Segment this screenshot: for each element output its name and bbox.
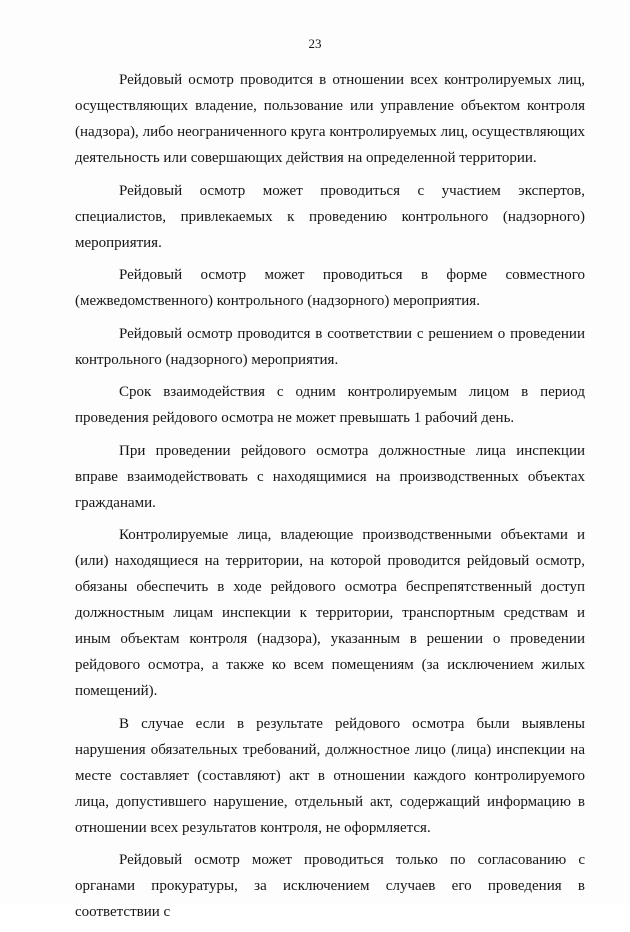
paragraph: Контролируемые лица, владеющие производственными объектами и (или) находящиеся на территории, на которой проводится рейдовый осмотр, обязаны обеспечить в ходе рейдового осмотра беспрепятственный доступ должностным лицам инспекции к территории, транспортным средствам и иным объектам контроля (надзора), указанным в решении о проведении рейдового осмотра, а также ко всем помещениям (за исключением жилых помещений). (75, 527, 585, 699)
page-number: 23 (308, 36, 322, 51)
paragraph: Рейдовый осмотр может проводиться с участием экспертов, специалистов, привлекаемых к проведению контрольного (надзорного) мероприятия. (75, 182, 585, 251)
paragraph: При проведении рейдового осмотра должностные лица инспекции вправе взаимодействовать с находящимися на производственных объектах гражданами. (75, 442, 585, 511)
document-body (75, 67, 585, 932)
paragraph: Рейдовый осмотр проводится в отношении всех контролируемых лиц, осуществляющих владение, пользование или управление объектом контроля (надзора), либо неограниченного круга контролируемых лиц, осуществляющих деятельность или совершающих действия на определенной территории. (75, 72, 585, 166)
paragraph: Рейдовый осмотр может проводиться в форме совместного (межведомственного) контрольного (надзорного) мероприятия. (75, 267, 585, 309)
paragraph: Рейдовый осмотр может проводиться только по согласованию с органами прокуратуры, за исключением случаев его проведения в соответствии с (75, 852, 585, 920)
paragraph: В случае если в результате рейдового осмотра были выявлены нарушения обязательных требований, должностное лицо (лица) инспекции на месте составляет (составляют) акт в отношении каждого контролируемого лица, допустившего нарушение, отдельный акт, содержащий информацию в отношении всех результатов контроля, не оформляется. (75, 715, 585, 836)
paragraph: Рейдовый осмотр проводится в соответствии с решением о проведении контрольного (надзорного) мероприятия. (75, 325, 585, 368)
paragraph: Срок взаимодействия с одним контролируемым лицом в период проведения рейдового осмотра не может превышать 1 рабочий день. (75, 384, 585, 426)
